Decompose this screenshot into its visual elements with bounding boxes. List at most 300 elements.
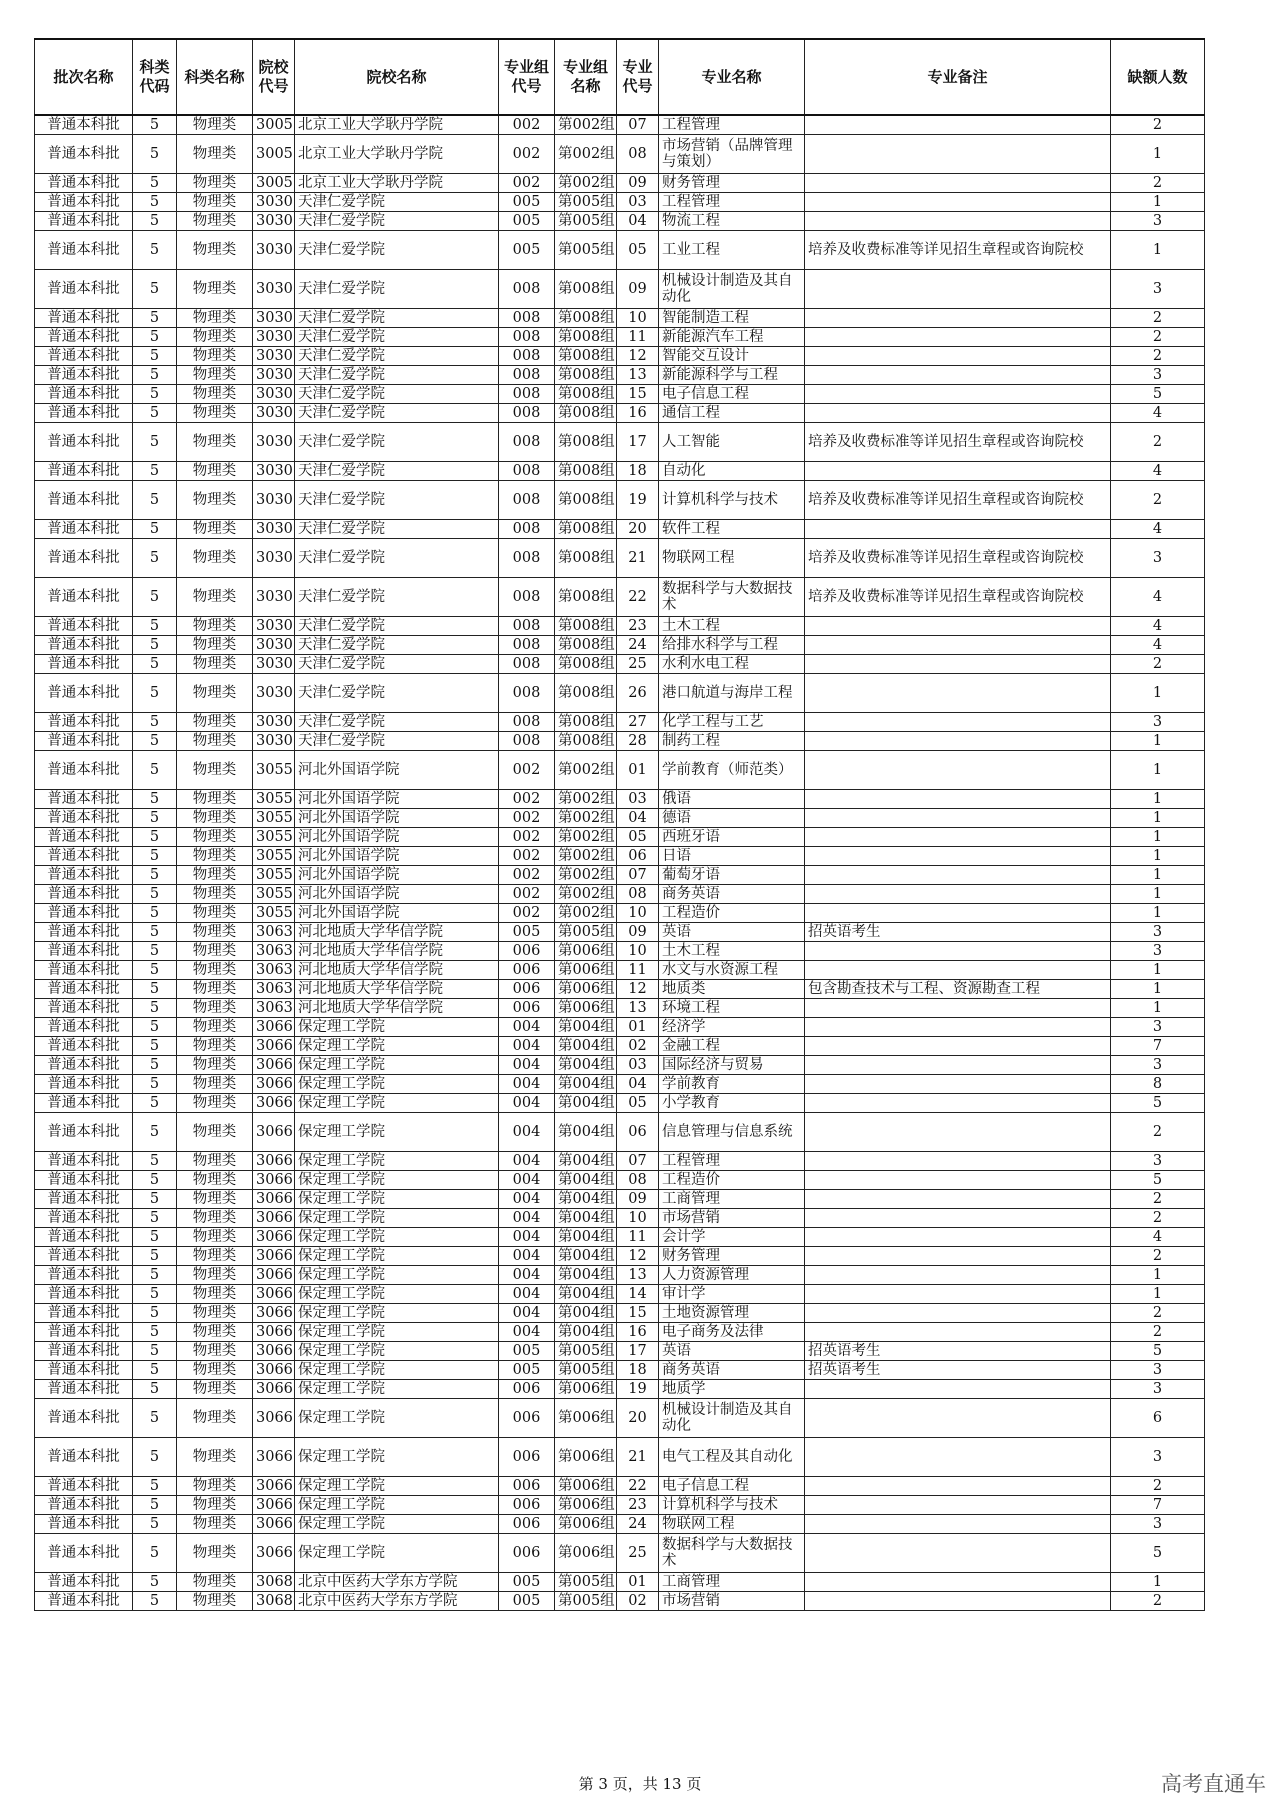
table-cell: 物理类 xyxy=(177,980,253,999)
table-cell: 第002组 xyxy=(555,904,617,923)
table-cell: 004 xyxy=(499,1152,555,1171)
table-cell: 物理类 xyxy=(177,1171,253,1190)
table-cell: 005 xyxy=(499,193,555,212)
table-cell: 006 xyxy=(499,1477,555,1496)
table-cell: 008 xyxy=(499,270,555,309)
table-cell: 3066 xyxy=(253,1018,295,1037)
table-cell: 普通本科批 xyxy=(35,328,133,347)
table-cell xyxy=(805,115,1111,135)
table-cell: 第002组 xyxy=(555,885,617,904)
table-cell: 保定理工学院 xyxy=(295,1094,499,1113)
table-cell: 普通本科批 xyxy=(35,1285,133,1304)
table-cell: 普通本科批 xyxy=(35,1037,133,1056)
table-row xyxy=(35,655,1205,674)
table-cell: 5 xyxy=(133,328,177,347)
table-cell xyxy=(805,751,1111,790)
table-cell: 5 xyxy=(133,674,177,713)
table-cell: 第008组 xyxy=(555,732,617,751)
table-cell: 物理类 xyxy=(177,904,253,923)
table-cell: 物理类 xyxy=(177,1285,253,1304)
table-row xyxy=(35,423,1205,462)
table-cell: 普通本科批 xyxy=(35,885,133,904)
table-cell: 第004组 xyxy=(555,1228,617,1247)
table-cell: 保定理工学院 xyxy=(295,1037,499,1056)
table-cell: 008 xyxy=(499,328,555,347)
table-cell: 普通本科批 xyxy=(35,347,133,366)
table-row xyxy=(35,885,1205,904)
table-cell: 物理类 xyxy=(177,790,253,809)
table-cell: 1 xyxy=(1111,790,1205,809)
table-cell: 5 xyxy=(133,1228,177,1247)
table-cell: 3066 xyxy=(253,1209,295,1228)
table-cell: 004 xyxy=(499,1018,555,1037)
table-cell: 第002组 xyxy=(555,790,617,809)
table-cell: 5 xyxy=(133,1018,177,1037)
table-cell: 普通本科批 xyxy=(35,366,133,385)
table-cell: 008 xyxy=(499,309,555,328)
table-cell: 3063 xyxy=(253,923,295,942)
table-cell xyxy=(805,1266,1111,1285)
table-cell: 006 xyxy=(499,942,555,961)
table-row xyxy=(35,481,1205,520)
table-row xyxy=(35,674,1205,713)
table-cell: 5 xyxy=(133,1534,177,1573)
table-row xyxy=(35,636,1205,655)
table-cell: 002 xyxy=(499,174,555,193)
table-cell: 28 xyxy=(617,732,659,751)
table-cell: 3 xyxy=(1111,1438,1205,1477)
table-cell: 2 xyxy=(1111,1247,1205,1266)
table-cell: 物流工程 xyxy=(659,212,805,231)
table-cell: 3066 xyxy=(253,1113,295,1152)
table-cell: 普通本科批 xyxy=(35,961,133,980)
table-cell: 物理类 xyxy=(177,923,253,942)
table-cell: 招英语考生 xyxy=(805,923,1111,942)
table-cell: 物理类 xyxy=(177,809,253,828)
table-cell: 工程管理 xyxy=(659,115,805,135)
table-cell: 普通本科批 xyxy=(35,1438,133,1477)
table-cell: 第004组 xyxy=(555,1018,617,1037)
table-cell: 保定理工学院 xyxy=(295,1515,499,1534)
table-cell: 物理类 xyxy=(177,328,253,347)
table-cell: 5 xyxy=(133,942,177,961)
table-cell: 002 xyxy=(499,866,555,885)
table-cell: 5 xyxy=(1111,1342,1205,1361)
table-cell: 小学教育 xyxy=(659,1094,805,1113)
table-cell xyxy=(805,520,1111,539)
table-cell: 保定理工学院 xyxy=(295,1075,499,1094)
table-cell: 第008组 xyxy=(555,347,617,366)
table-cell: 004 xyxy=(499,1037,555,1056)
table-cell: 004 xyxy=(499,1056,555,1075)
table-cell: 002 xyxy=(499,885,555,904)
table-cell: 06 xyxy=(617,1113,659,1152)
table-cell: 物理类 xyxy=(177,231,253,270)
table-cell: 物理类 xyxy=(177,366,253,385)
table-cell: 17 xyxy=(617,1342,659,1361)
table-cell xyxy=(805,1438,1111,1477)
column-header: 专业组名称 xyxy=(555,39,617,115)
table-cell xyxy=(805,1018,1111,1037)
table-cell: 17 xyxy=(617,423,659,462)
table-cell: 第006组 xyxy=(555,999,617,1018)
table-cell: 河北外国语学院 xyxy=(295,847,499,866)
table-cell: 物联网工程 xyxy=(659,539,805,578)
table-cell: 天津仁爱学院 xyxy=(295,617,499,636)
table-row xyxy=(35,999,1205,1018)
table-cell: 5 xyxy=(133,578,177,617)
table-cell: 008 xyxy=(499,539,555,578)
table-cell: 电子信息工程 xyxy=(659,385,805,404)
table-cell xyxy=(805,1228,1111,1247)
table-cell: 保定理工学院 xyxy=(295,1228,499,1247)
table-cell: 5 xyxy=(133,1037,177,1056)
table-cell: 物理类 xyxy=(177,885,253,904)
table-cell: 3030 xyxy=(253,366,295,385)
table-cell: 第008组 xyxy=(555,481,617,520)
table-cell: 普通本科批 xyxy=(35,1342,133,1361)
table-cell: 09 xyxy=(617,174,659,193)
table-cell: 第006组 xyxy=(555,1380,617,1399)
table-cell: 河北外国语学院 xyxy=(295,885,499,904)
table-cell: 008 xyxy=(499,713,555,732)
table-cell xyxy=(805,1113,1111,1152)
table-cell: 5 xyxy=(133,885,177,904)
table-cell: 004 xyxy=(499,1285,555,1304)
table-cell: 保定理工学院 xyxy=(295,1496,499,1515)
table-cell: 普通本科批 xyxy=(35,1592,133,1611)
table-cell: 04 xyxy=(617,212,659,231)
table-cell: 天津仁爱学院 xyxy=(295,732,499,751)
table-cell: 5 xyxy=(133,347,177,366)
table-cell: 普通本科批 xyxy=(35,539,133,578)
table-cell: 2 xyxy=(1111,174,1205,193)
table-cell: 普通本科批 xyxy=(35,462,133,481)
column-header: 专业名称 xyxy=(659,39,805,115)
table-row xyxy=(35,1228,1205,1247)
table-cell: 第006组 xyxy=(555,1477,617,1496)
table-cell: 26 xyxy=(617,674,659,713)
table-cell: 北京工业大学耿丹学院 xyxy=(295,174,499,193)
table-cell: 4 xyxy=(1111,520,1205,539)
table-cell: 普通本科批 xyxy=(35,578,133,617)
table-cell: 002 xyxy=(499,904,555,923)
table-cell: 第006组 xyxy=(555,1515,617,1534)
table-cell: 市场营销 xyxy=(659,1209,805,1228)
table-cell: 05 xyxy=(617,828,659,847)
table-cell: 物理类 xyxy=(177,1056,253,1075)
table-cell: 3 xyxy=(1111,942,1205,961)
table-cell: 5 xyxy=(133,174,177,193)
table-cell: 新能源科学与工程 xyxy=(659,366,805,385)
table-cell: 12 xyxy=(617,1247,659,1266)
table-cell: 3066 xyxy=(253,1438,295,1477)
table-cell: 自动化 xyxy=(659,462,805,481)
table-cell: 财务管理 xyxy=(659,1247,805,1266)
table-cell: 第004组 xyxy=(555,1323,617,1342)
table-cell: 第002组 xyxy=(555,174,617,193)
table-cell: 物理类 xyxy=(177,481,253,520)
table-cell: 3030 xyxy=(253,655,295,674)
table-cell: 第004组 xyxy=(555,1247,617,1266)
table-cell: 5 xyxy=(133,1496,177,1515)
table-cell: 10 xyxy=(617,942,659,961)
table-cell: 5 xyxy=(133,1266,177,1285)
table-cell: 第008组 xyxy=(555,578,617,617)
table-row xyxy=(35,1399,1205,1438)
table-cell: 第006组 xyxy=(555,1534,617,1573)
table-cell: 保定理工学院 xyxy=(295,1247,499,1266)
table-cell xyxy=(805,1056,1111,1075)
table-cell: 004 xyxy=(499,1113,555,1152)
table-cell xyxy=(805,1152,1111,1171)
table-cell: 23 xyxy=(617,1496,659,1515)
table-cell: 3030 xyxy=(253,578,295,617)
table-cell: 3 xyxy=(1111,1018,1205,1037)
table-cell: 5 xyxy=(133,309,177,328)
table-cell: 天津仁爱学院 xyxy=(295,404,499,423)
table-row xyxy=(35,193,1205,212)
table-cell xyxy=(805,1190,1111,1209)
table-cell: 004 xyxy=(499,1266,555,1285)
table-cell: 保定理工学院 xyxy=(295,1018,499,1037)
table-cell: 物理类 xyxy=(177,866,253,885)
table-cell: 第005组 xyxy=(555,231,617,270)
table-cell: 物理类 xyxy=(177,1037,253,1056)
table-cell: 普通本科批 xyxy=(35,655,133,674)
table-cell: 3066 xyxy=(253,1515,295,1534)
table-cell: 普通本科批 xyxy=(35,636,133,655)
table-cell: 5 xyxy=(133,231,177,270)
table-cell: 第002组 xyxy=(555,115,617,135)
table-cell: 07 xyxy=(617,1152,659,1171)
table-cell: 5 xyxy=(1111,1534,1205,1573)
table-cell: 天津仁爱学院 xyxy=(295,481,499,520)
table-cell: 第006组 xyxy=(555,1496,617,1515)
table-cell: 新能源汽车工程 xyxy=(659,328,805,347)
table-cell: 第008组 xyxy=(555,674,617,713)
table-row xyxy=(35,1018,1205,1037)
table-cell: 3030 xyxy=(253,520,295,539)
table-cell: 河北外国语学院 xyxy=(295,866,499,885)
table-cell: 1 xyxy=(1111,904,1205,923)
table-cell: 保定理工学院 xyxy=(295,1266,499,1285)
table-cell: 16 xyxy=(617,1323,659,1342)
table-cell: 招英语考生 xyxy=(805,1361,1111,1380)
table-cell: 004 xyxy=(499,1209,555,1228)
table-cell: 09 xyxy=(617,923,659,942)
table-cell: 2 xyxy=(1111,423,1205,462)
table-cell: 3066 xyxy=(253,1323,295,1342)
table-cell: 008 xyxy=(499,617,555,636)
table-cell: 4 xyxy=(1111,462,1205,481)
table-cell: 5 xyxy=(133,1075,177,1094)
table-cell: 3063 xyxy=(253,942,295,961)
table-cell: 6 xyxy=(1111,1399,1205,1438)
table-cell xyxy=(805,961,1111,980)
table-cell: 第004组 xyxy=(555,1209,617,1228)
table-cell: 物理类 xyxy=(177,1247,253,1266)
table-cell: 天津仁爱学院 xyxy=(295,385,499,404)
table-cell: 3 xyxy=(1111,1361,1205,1380)
table-cell: 008 xyxy=(499,655,555,674)
table-cell: 004 xyxy=(499,1190,555,1209)
table-cell: 第005组 xyxy=(555,1342,617,1361)
table-cell: 1 xyxy=(1111,1285,1205,1304)
table-cell: 日语 xyxy=(659,847,805,866)
table-row xyxy=(35,1304,1205,1323)
table-cell: 1 xyxy=(1111,885,1205,904)
table-cell: 3055 xyxy=(253,904,295,923)
table-cell: 普通本科批 xyxy=(35,423,133,462)
table-cell: 普通本科批 xyxy=(35,115,133,135)
table-row xyxy=(35,578,1205,617)
table-cell: 第004组 xyxy=(555,1285,617,1304)
table-cell: 第006组 xyxy=(555,961,617,980)
table-cell: 13 xyxy=(617,1266,659,1285)
table-cell: 006 xyxy=(499,1534,555,1573)
table-cell: 天津仁爱学院 xyxy=(295,193,499,212)
table-cell: 07 xyxy=(617,866,659,885)
table-cell: 招英语考生 xyxy=(805,1342,1111,1361)
table-cell: 普通本科批 xyxy=(35,1190,133,1209)
table-cell: 08 xyxy=(617,885,659,904)
table-cell: 普通本科批 xyxy=(35,904,133,923)
table-cell: 21 xyxy=(617,1438,659,1477)
table-cell: 3066 xyxy=(253,1171,295,1190)
table-cell: 002 xyxy=(499,790,555,809)
table-row xyxy=(35,231,1205,270)
table-cell: 008 xyxy=(499,347,555,366)
table-cell: 普通本科批 xyxy=(35,751,133,790)
table-row xyxy=(35,961,1205,980)
table-cell xyxy=(805,366,1111,385)
table-cell: 02 xyxy=(617,1592,659,1611)
table-cell: 2 xyxy=(1111,1477,1205,1496)
table-cell: 005 xyxy=(499,1342,555,1361)
table-cell: 5 xyxy=(133,1152,177,1171)
table-body xyxy=(35,115,1205,1611)
table-cell: 1 xyxy=(1111,231,1205,270)
table-cell: 004 xyxy=(499,1304,555,1323)
table-cell: 普通本科批 xyxy=(35,866,133,885)
table-row xyxy=(35,847,1205,866)
table-cell: 008 xyxy=(499,481,555,520)
table-cell: 3 xyxy=(1111,539,1205,578)
admission-table-container xyxy=(34,38,1204,1611)
table-cell: 5 xyxy=(133,1304,177,1323)
table-cell: 1 xyxy=(1111,135,1205,174)
table-cell: 3030 xyxy=(253,732,295,751)
table-cell: 普通本科批 xyxy=(35,1075,133,1094)
table-cell: 006 xyxy=(499,1380,555,1399)
column-header: 专业组代号 xyxy=(499,39,555,115)
table-cell: 普通本科批 xyxy=(35,809,133,828)
table-row xyxy=(35,1515,1205,1534)
table-cell: 普通本科批 xyxy=(35,1247,133,1266)
table-row xyxy=(35,347,1205,366)
table-cell: 5 xyxy=(133,904,177,923)
table-cell: 20 xyxy=(617,520,659,539)
table-cell: 008 xyxy=(499,520,555,539)
table-cell: 5 xyxy=(133,1209,177,1228)
table-cell: 3066 xyxy=(253,1380,295,1399)
table-row xyxy=(35,1438,1205,1477)
table-cell: 第004组 xyxy=(555,1152,617,1171)
table-cell: 第006组 xyxy=(555,1399,617,1438)
table-row xyxy=(35,1285,1205,1304)
table-cell: 物理类 xyxy=(177,347,253,366)
table-cell: 天津仁爱学院 xyxy=(295,231,499,270)
table-cell: 5 xyxy=(133,385,177,404)
table-cell: 天津仁爱学院 xyxy=(295,366,499,385)
column-header: 科类代码 xyxy=(133,39,177,115)
table-cell: 天津仁爱学院 xyxy=(295,539,499,578)
table-cell xyxy=(805,135,1111,174)
table-cell: 市场营销 xyxy=(659,1592,805,1611)
table-cell: 第002组 xyxy=(555,847,617,866)
table-cell: 2 xyxy=(1111,1113,1205,1152)
table-cell: 第006组 xyxy=(555,942,617,961)
table-cell: 普通本科批 xyxy=(35,1018,133,1037)
table-cell: 保定理工学院 xyxy=(295,1323,499,1342)
table-cell xyxy=(805,1247,1111,1266)
table-cell xyxy=(805,904,1111,923)
table-cell: 006 xyxy=(499,961,555,980)
table-cell: 2 xyxy=(1111,1592,1205,1611)
table-cell: 5 xyxy=(133,115,177,135)
table-cell: 第008组 xyxy=(555,636,617,655)
table-cell: 1 xyxy=(1111,999,1205,1018)
table-cell: 008 xyxy=(499,462,555,481)
table-cell: 计算机科学与技术 xyxy=(659,1496,805,1515)
table-cell: 普通本科批 xyxy=(35,980,133,999)
table-cell: 人力资源管理 xyxy=(659,1266,805,1285)
table-cell: 普通本科批 xyxy=(35,1228,133,1247)
table-cell: 008 xyxy=(499,404,555,423)
table-row xyxy=(35,923,1205,942)
table-cell: 1 xyxy=(1111,828,1205,847)
table-row xyxy=(35,1075,1205,1094)
table-cell: 西班牙语 xyxy=(659,828,805,847)
table-cell xyxy=(805,790,1111,809)
table-cell: 21 xyxy=(617,539,659,578)
table-cell: 3066 xyxy=(253,1285,295,1304)
table-cell: 第005组 xyxy=(555,212,617,231)
table-cell: 3005 xyxy=(253,115,295,135)
table-cell: 国际经济与贸易 xyxy=(659,1056,805,1075)
table-cell: 信息管理与信息系统 xyxy=(659,1113,805,1152)
table-cell: 3030 xyxy=(253,617,295,636)
table-cell: 物理类 xyxy=(177,212,253,231)
table-cell: 2 xyxy=(1111,115,1205,135)
table-cell: 4 xyxy=(1111,404,1205,423)
table-cell: 3066 xyxy=(253,1056,295,1075)
table-cell: 保定理工学院 xyxy=(295,1056,499,1075)
table-cell xyxy=(805,942,1111,961)
table-cell: 培养及收费标准等详见招生章程或咨询院校 xyxy=(805,539,1111,578)
table-cell: 2 xyxy=(1111,1323,1205,1342)
table-cell: 物理类 xyxy=(177,270,253,309)
table-cell xyxy=(805,385,1111,404)
table-cell: 12 xyxy=(617,347,659,366)
table-cell: 3055 xyxy=(253,866,295,885)
table-cell: 1 xyxy=(1111,847,1205,866)
table-cell: 5 xyxy=(133,212,177,231)
table-cell: 普通本科批 xyxy=(35,212,133,231)
table-cell: 004 xyxy=(499,1171,555,1190)
table-row xyxy=(35,1152,1205,1171)
